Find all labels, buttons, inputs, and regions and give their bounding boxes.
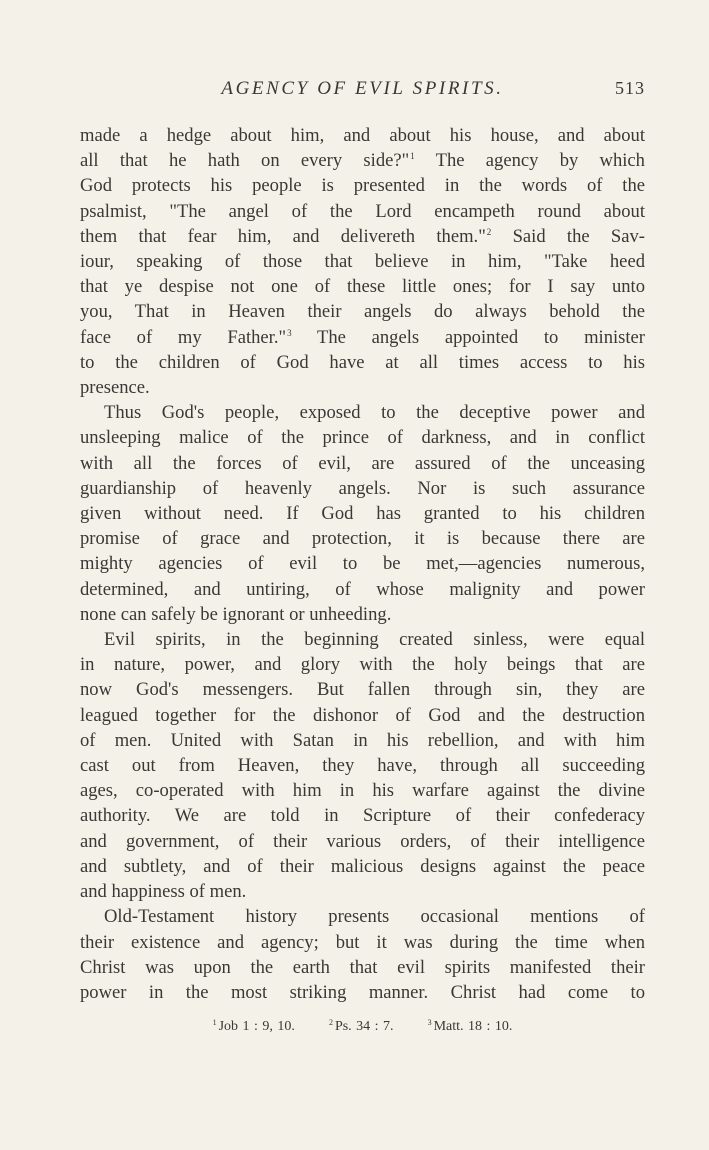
- text-line: [80, 123, 645, 148]
- line-text: power in the most striking manner. Christ had come to: [80, 981, 645, 1003]
- line-text: Thus God's people, exposed to the deceptive power and: [104, 402, 645, 424]
- line-text: ages, co-operated with him in his warfare against the divine: [80, 780, 645, 802]
- line-text: face of my Father.": [80, 326, 287, 348]
- line-text: of men. United with Satan in his rebellion, and with him: [80, 729, 645, 751]
- text-line: [80, 703, 645, 728]
- line-text: Christ was upon the earth that evil spirits manifested their: [80, 956, 645, 978]
- text-line: [80, 501, 645, 526]
- line-text: given without need. If God has granted to his children: [80, 503, 645, 525]
- text-line: [80, 249, 645, 274]
- footnote: [329, 1019, 394, 1034]
- text-line: [80, 551, 645, 576]
- text-line: [80, 148, 645, 173]
- running-head: [80, 78, 645, 106]
- text-line: [80, 375, 645, 400]
- line-text: determined, and untiring, of whose malignity and power: [80, 578, 645, 600]
- body-text: [80, 123, 645, 1005]
- text-line: [80, 425, 645, 450]
- line-text: made a hedge about him, and about his house, and about: [80, 125, 645, 146]
- text-line: [80, 274, 645, 299]
- text-line: [80, 980, 645, 1005]
- line-text: God protects his people is presented in the words of the: [80, 175, 645, 197]
- footnote-text: Ps. 34 : 7.: [334, 1019, 394, 1034]
- line-text: psalmist, "The angel of the Lord encampeth round about: [80, 200, 645, 222]
- text-line: [80, 652, 645, 677]
- text-line: [80, 854, 645, 879]
- line-text: Evil spirits, in the beginning created sinless, were equal: [104, 629, 645, 651]
- line-text: now God's messengers. But fallen through sin, they are: [80, 679, 645, 701]
- line-text: iour, speaking of those that believe in him, "Take heed: [80, 251, 645, 273]
- line-text: and happiness of men.: [80, 881, 247, 903]
- text-line: [80, 753, 645, 778]
- footnote: [428, 1019, 513, 1034]
- text-line: [80, 879, 645, 904]
- text-line: [80, 451, 645, 476]
- line-text-continued: The agency by which: [414, 150, 645, 172]
- text-line: [80, 627, 645, 652]
- line-text: presence.: [80, 377, 150, 399]
- text-line: [80, 904, 645, 929]
- line-text: none can safely be ignorant or unheeding.: [80, 603, 392, 625]
- line-text: authority. We are told in Scripture of their confederacy: [80, 805, 645, 827]
- line-text: promise of grace and protection, it is because there are: [80, 528, 645, 550]
- page-number: 513: [615, 78, 645, 98]
- text-line: [80, 602, 645, 627]
- line-text: that ye despise not one of these little ones; for I say unto: [80, 276, 645, 298]
- running-title: AGENCY OF EVIL SPIRITS.: [221, 78, 504, 99]
- line-text: to the children of God have at all times access to his: [80, 351, 645, 373]
- line-text: you, That in Heaven their angels do always behold the: [80, 301, 645, 323]
- line-text-continued: Said the Sav-: [491, 225, 645, 247]
- text-line: [80, 955, 645, 980]
- text-line: [80, 778, 645, 803]
- text-line: [80, 476, 645, 501]
- text-line: [80, 577, 645, 602]
- line-text: all that he hath on every side?": [80, 150, 410, 172]
- line-text: with all the forces of evil, are assured of the unceasing: [80, 452, 645, 474]
- line-text: in nature, power, and glory with the holy beings that are: [80, 654, 645, 676]
- footnote-text: Job 1 : 9, 10.: [218, 1019, 295, 1034]
- text-line: [80, 803, 645, 828]
- text-line: [80, 400, 645, 425]
- line-text: cast out from Heaven, they have, through all succeeding: [80, 755, 645, 777]
- line-text: leagued together for the dishonor of God and the destruction: [80, 704, 645, 726]
- footnotes: [80, 1019, 645, 1035]
- footnote-mark: 3: [427, 1018, 432, 1027]
- text-line: [80, 224, 645, 249]
- line-text-continued: The angels appointed to minister: [291, 326, 646, 348]
- footnote-ref[interactable]: 2: [486, 226, 492, 237]
- line-text: them that fear him, and delivereth them.": [80, 225, 486, 247]
- line-text: unsleeping malice of the prince of darkness, and in conflict: [80, 427, 645, 449]
- text-line: [80, 728, 645, 753]
- text-line: [80, 930, 645, 955]
- footnote: [213, 1019, 295, 1034]
- line-text: mighty agencies of evil to be met,—agencies numerous,: [80, 553, 645, 575]
- footnote-mark: 1: [212, 1018, 217, 1027]
- footnote-ref[interactable]: 3: [287, 327, 292, 338]
- text-line: [80, 829, 645, 854]
- text-line: [80, 173, 645, 198]
- line-text: their existence and agency; but it was during the time when: [80, 931, 645, 953]
- text-line: [80, 199, 645, 224]
- line-text: and government, of their various orders, of their intelligence: [80, 830, 645, 852]
- text-line: [80, 299, 645, 324]
- footnote-text: Matt. 18 : 10.: [433, 1019, 513, 1034]
- text-line: [80, 677, 645, 702]
- text-line: [80, 526, 645, 551]
- footnote-mark: 2: [328, 1018, 333, 1027]
- text-line: [80, 325, 645, 350]
- line-text: and subtlety, and of their malicious designs against the peace: [80, 855, 645, 877]
- footnote-ref[interactable]: 1: [410, 151, 415, 162]
- line-text: Old-Testament history presents occasional mentions of: [104, 906, 645, 928]
- line-text: guardianship of heavenly angels. Nor is such assurance: [80, 477, 645, 499]
- text-line: [80, 350, 645, 375]
